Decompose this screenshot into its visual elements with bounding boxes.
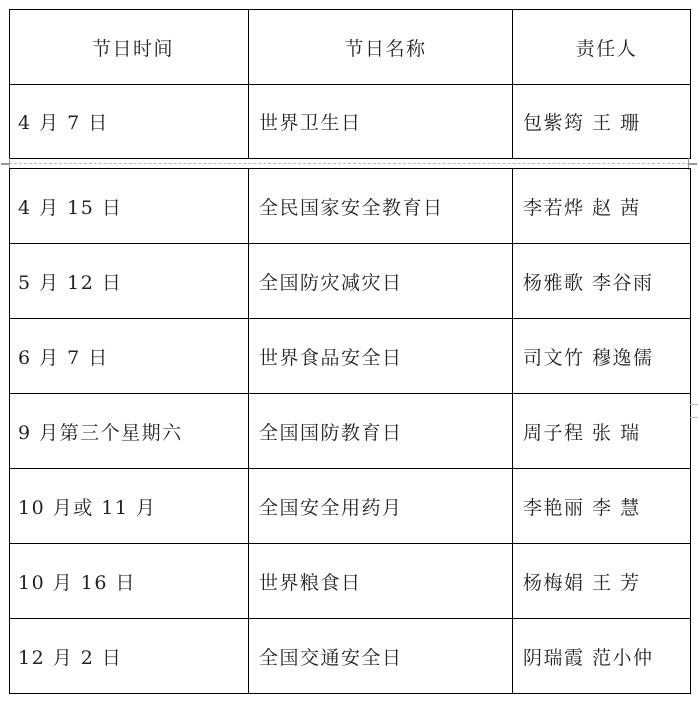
festival-date: 12 月 2 日 <box>10 619 249 694</box>
festival-table-page-1 <box>9 9 691 159</box>
table-row <box>10 394 691 469</box>
page-break <box>9 158 690 168</box>
festival-name: 全民国家安全教育日 <box>249 169 513 244</box>
header-person: 责任人 <box>513 10 691 85</box>
responsible-person: 司文竹 穆逸儒 <box>513 319 691 394</box>
festival-date: 5 月 12 日 <box>10 244 249 319</box>
table-row <box>10 469 691 544</box>
responsible-person: 李艳丽 李 慧 <box>513 469 691 544</box>
responsible-person: 李若烨 赵 茜 <box>513 169 691 244</box>
festival-name: 世界粮食日 <box>249 544 513 619</box>
responsible-person: 包紫筠 王 珊 <box>513 85 691 159</box>
responsible-person: 周子程 张 瑞 <box>513 394 691 469</box>
festival-name: 全国国防教育日 <box>249 394 513 469</box>
table-row <box>10 169 691 244</box>
responsible-person: 杨雅歌 李谷雨 <box>513 244 691 319</box>
festival-date: 10 月或 11 月 <box>10 469 249 544</box>
table-row <box>10 619 691 694</box>
table-row <box>10 85 691 159</box>
festival-date: 4 月 7 日 <box>10 85 249 159</box>
margin-marker <box>690 404 698 418</box>
festival-name: 全国交通安全日 <box>249 619 513 694</box>
header-date: 节日时间 <box>10 10 249 85</box>
festival-name: 全国安全用药月 <box>249 469 513 544</box>
festival-table-page-2 <box>9 168 691 694</box>
table-row <box>10 244 691 319</box>
festival-date: 10 月 16 日 <box>10 544 249 619</box>
table-row <box>10 544 691 619</box>
festival-name: 全国防灾减灾日 <box>249 244 513 319</box>
page-break-line <box>9 163 690 164</box>
responsible-person: 杨梅娟 王 芳 <box>513 544 691 619</box>
table-header-row <box>10 10 691 85</box>
header-name: 节日名称 <box>249 10 513 85</box>
table-row <box>10 319 691 394</box>
festival-name: 世界食品安全日 <box>249 319 513 394</box>
responsible-person: 阴瑞霞 范小仲 <box>513 619 691 694</box>
festival-date: 9 月第三个星期六 <box>10 394 249 469</box>
festival-date: 6 月 7 日 <box>10 319 249 394</box>
festival-date: 4 月 15 日 <box>10 169 249 244</box>
festival-name: 世界卫生日 <box>249 85 513 159</box>
